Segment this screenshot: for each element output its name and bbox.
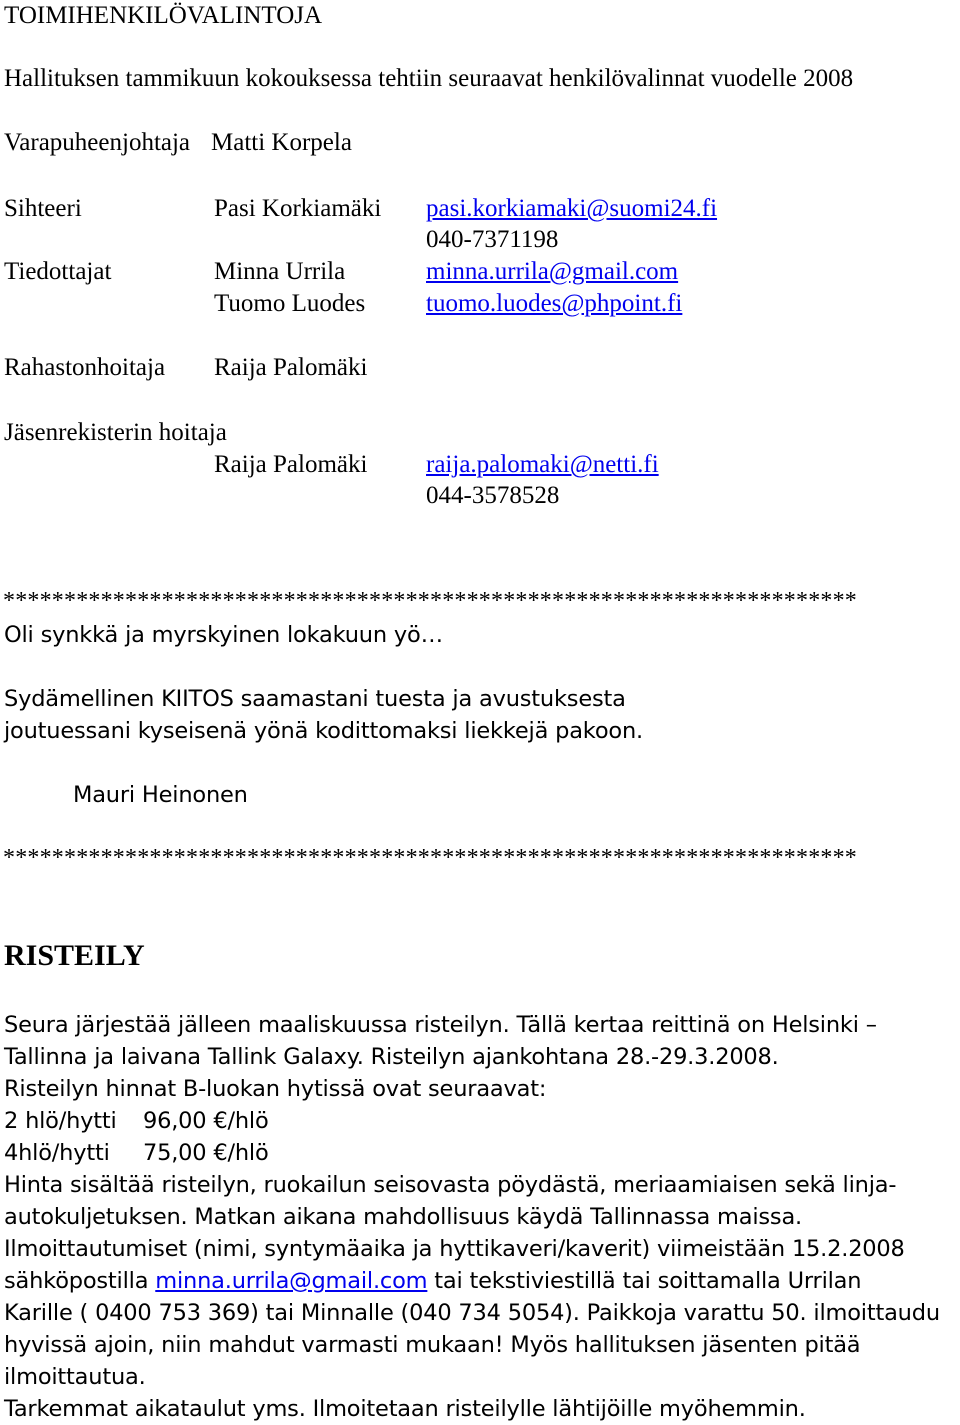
thanks-signature: Mauri Heinonen [73, 782, 248, 808]
separator-top: ********************************************************************** [3, 588, 857, 614]
cruise-heading: RISTEILY [4, 939, 145, 972]
registrar-phone: 044-3578528 [426, 482, 560, 509]
secretary-role: Sihteeri [4, 195, 82, 222]
secretary-phone: 040-7371198 [426, 226, 559, 253]
separator-bottom: ********************************************************************** [3, 845, 857, 871]
register-text-pre: sähköpostilla [4, 1268, 156, 1294]
thanks-line-2: joutuessani kyseisenä yönä kodittomaksi liekkejä pakoon. [4, 718, 643, 744]
cruise-line-2: Tallinna ja laivana Tallink Galaxy. Risteilyn ajankohtana 28.-29.3.2008. [4, 1044, 779, 1070]
cruise-line-3: Risteilyn hinnat B-luokan hytissä ovat seuraavat: [4, 1076, 547, 1102]
thanks-line-1: Sydämellinen KIITOS saamastani tuesta ja avustuksesta [4, 686, 626, 712]
footer-note: Tarkemmat aikataulut yms. Ilmoitetaan risteilylle lähtijöille myöhemmin. [4, 1396, 806, 1422]
treasurer-name: Raija Palomäki [214, 354, 368, 381]
register-line-5: ilmoittautua. [4, 1364, 146, 1390]
vice-chair-name: Matti Korpela [211, 129, 352, 156]
press-role: Tiedottajat [4, 258, 112, 285]
includes-line-2: autokuljetuksen. Matkan aikana mahdollisuus käydä Tallinnassa maissa. [4, 1204, 802, 1230]
press-email-link-1[interactable]: minna.urrila@gmail.com [426, 258, 679, 285]
treasurer-role: Rahastonhoitaja [4, 354, 166, 381]
thanks-headline: Oli synkkä ja myrskyinen lokakuun yö… [4, 622, 443, 648]
registrar-email-link[interactable]: raija.palomaki@netti.fi [426, 451, 659, 478]
includes-line-1: Hinta sisältää risteilyn, ruokailun seisovasta pöydästä, meriaamiaisen sekä linja- [4, 1172, 897, 1198]
vice-chair-role: Varapuheenjohtaja [4, 129, 191, 156]
intro-text: Hallituksen tammikuun kokouksessa tehtiin seuraavat henkilövalinnat vuodelle 2008 [4, 65, 854, 92]
price-value-1: 96,00 €/hlö [143, 1108, 269, 1134]
price-cabin-2: 4hlö/hytti [4, 1140, 110, 1166]
register-line-4: hyvissä ajoin, niin mahdut varmasti mukaan! Myös hallituksen jäsenten pitää [4, 1332, 861, 1358]
page-title: TOIMIHENKILÖVALINTOJA [4, 2, 323, 29]
press-name-2: Tuomo Luodes [214, 290, 366, 317]
price-value-2: 75,00 €/hlö [143, 1140, 269, 1166]
register-text-post: tai tekstiviestillä tai soittamalla Urrilan [427, 1268, 862, 1294]
register-line-3: Karille ( 0400 753 369) tai Minnalle (040 734 5054). Paikkoja varattu 50. ilmoittaudu [4, 1300, 940, 1326]
press-email-link-2[interactable]: tuomo.luodes@phpoint.fi [426, 290, 683, 317]
registrar-name: Raija Palomäki [214, 451, 368, 478]
secretary-email-link[interactable]: pasi.korkiamaki@suomi24.fi [426, 195, 718, 222]
register-email-link[interactable]: minna.urrila@gmail.com [155, 1268, 428, 1294]
register-line-1: Ilmoittautumiset (nimi, syntymäaika ja hyttikaveri/kaverit) viimeistään 15.2.2008 [4, 1236, 905, 1262]
press-name-1: Minna Urrila [214, 258, 346, 285]
secretary-name: Pasi Korkiamäki [214, 195, 382, 222]
registrar-role: Jäsenrekisterin hoitaja [4, 419, 227, 446]
register-line-2 [4, 1265, 861, 1297]
cruise-line-1: Seura järjestää jälleen maaliskuussa risteilyn. Tällä kertaa reittinä on Helsinki – [4, 1012, 877, 1038]
price-cabin-1: 2 hlö/hytti [4, 1108, 117, 1134]
